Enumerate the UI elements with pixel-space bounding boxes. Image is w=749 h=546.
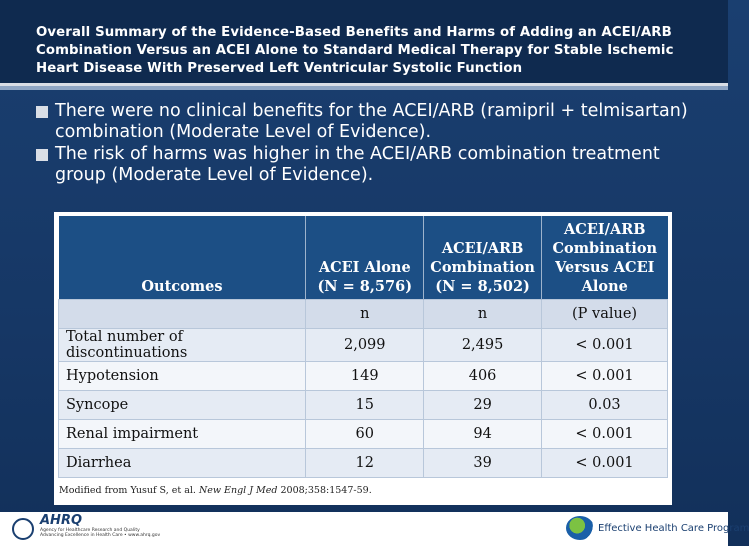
table-cell: n (306, 299, 424, 328)
table-cell: 406 (424, 361, 542, 390)
citation (59, 485, 372, 496)
table-cell: 15 (306, 390, 424, 419)
bullet-list (36, 101, 706, 187)
header-combination (424, 216, 542, 299)
citation-prefix: Modified from Yusuf S, et al. (59, 485, 199, 496)
bullet-item (36, 144, 706, 186)
table-cell-outcome: Hypotension (59, 361, 306, 390)
table-cell: 0.03 (542, 390, 668, 419)
table-cell: < 0.001 (542, 448, 668, 477)
header-text: Combination (552, 239, 658, 257)
header-outcomes (59, 216, 306, 299)
ahrq-logo-name: AHRQ (40, 513, 83, 528)
table-cell: 60 (306, 419, 424, 448)
results-table-panel (54, 212, 672, 505)
table-subheader-row (59, 299, 668, 328)
table-cell: 29 (424, 390, 542, 419)
table-cell: 94 (424, 419, 542, 448)
ahrq-logo-tagline: Agency for Healthcare Research and Quality (40, 528, 140, 533)
table-row (59, 390, 668, 419)
header-text: Alone (581, 277, 628, 295)
slide-title-line: Combination Versus an ACEI Alone to Standard Medical Therapy for Stable Ischemic (36, 43, 674, 58)
ehc-logo-name: Effective Health Care Program (598, 522, 749, 534)
header-text: (N = 8,502) (435, 277, 530, 295)
header-text: (N = 8,576) (317, 277, 413, 295)
header-outcomes-text: Outcomes (141, 277, 223, 295)
table-header-row (59, 216, 668, 299)
table-cell: < 0.001 (542, 328, 668, 361)
header-text: Combination (430, 258, 535, 276)
header-comparison (542, 216, 668, 299)
ehc-logo (566, 516, 749, 540)
citation-suffix: 2008;358:1547-59. (277, 485, 372, 496)
hhs-seal-icon (12, 518, 34, 540)
square-bullet-icon (36, 106, 48, 118)
table-cell: (P value) (542, 299, 668, 328)
slide-title-line: Overall Summary of the Evidence-Based Benefits and Harms of Adding an ACEI/ARB (36, 25, 672, 40)
table-cell-outcome: Syncope (59, 390, 306, 419)
table-cell-outcome: Total number of discontinuations (59, 328, 306, 361)
slide-title-line: Heart Disease With Preserved Left Ventricular Systolic Function (36, 61, 523, 76)
bullet-item (36, 101, 706, 143)
table-cell: 2,495 (424, 328, 542, 361)
citation-journal: New Engl J Med (198, 485, 278, 496)
table-cell: n (424, 299, 542, 328)
table-cell-outcome: Renal impairment (59, 419, 306, 448)
table-row (59, 328, 668, 361)
table-row (59, 448, 668, 477)
bullet-text: The risk of harms was higher in the ACEI/ARB combination treatment group (Moderate Level of Evidence). (55, 144, 660, 185)
table-cell (59, 299, 306, 328)
ahrq-logo (40, 513, 161, 538)
header-text: ACEI Alone (318, 258, 411, 276)
table-cell: 12 (306, 448, 424, 477)
table-cell: 2,099 (306, 328, 424, 361)
header-acei-alone (306, 216, 424, 299)
ehc-swirl-icon (566, 516, 594, 540)
table-cell: < 0.001 (542, 419, 668, 448)
header-text: Versus ACEI (555, 258, 655, 276)
accent-stripe (0, 86, 728, 90)
table-cell: 39 (424, 448, 542, 477)
table-cell: 149 (306, 361, 424, 390)
table-row (59, 361, 668, 390)
ahrq-logo-tagline: Advancing Excellence in Health Care • www.ahrq.gov (40, 533, 161, 538)
results-table (58, 216, 668, 478)
table-cell: < 0.001 (542, 361, 668, 390)
square-bullet-icon (36, 149, 48, 161)
header-text: ACEI/ARB (441, 239, 524, 257)
slide-title (36, 24, 716, 78)
table-cell-outcome: Diarrhea (59, 448, 306, 477)
header-text: ACEI/ARB (564, 220, 646, 238)
table-row (59, 419, 668, 448)
bullet-text: There were no clinical benefits for the ACEI/ARB (ramipril + telmisartan) combination (Moderate Level of Evidence). (55, 101, 688, 142)
title-bar (0, 0, 728, 86)
